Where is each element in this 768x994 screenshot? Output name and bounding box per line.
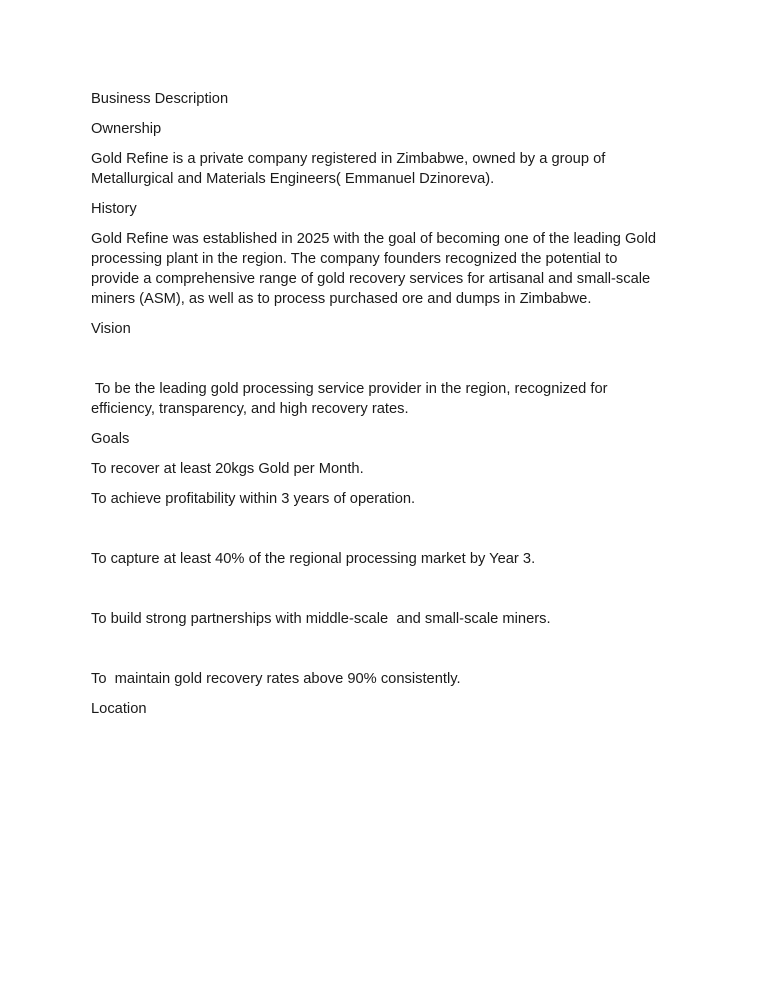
empty-paragraph	[91, 349, 711, 369]
ownership-heading: Ownership	[91, 121, 162, 137]
ownership-paragraph	[91, 149, 711, 189]
text-line: miners (ASM), as well as to process purchased ore and dumps in Zimbabwe.	[91, 291, 592, 307]
text-line: To be the leading gold processing service provider in the region, recognized for	[91, 381, 608, 397]
goal-item: To recover at least 20kgs Gold per Month.	[91, 461, 364, 477]
text-line: provide a comprehensive range of gold recovery services for artisanal and small-scale	[91, 271, 651, 287]
goal-item: To capture at least 40% of the regional processing market by Year 3.	[91, 551, 536, 567]
empty-paragraph	[91, 519, 711, 539]
document-title: Business Description	[91, 91, 229, 107]
location-heading: Location	[91, 701, 147, 717]
goals-heading: Goals	[91, 431, 130, 447]
empty-paragraph	[91, 579, 711, 599]
history-heading: History	[91, 201, 137, 217]
vision-paragraph	[91, 379, 711, 419]
text-line: Gold Refine is a private company registered in Zimbabwe, owned by a group of	[91, 151, 606, 167]
text-line: efficiency, transparency, and high recovery rates.	[91, 401, 409, 417]
goal-item: To maintain gold recovery rates above 90% consistently.	[91, 671, 461, 687]
document-page	[91, 89, 711, 729]
goal-item: To build strong partnerships with middle-scale and small-scale miners.	[91, 611, 551, 627]
vision-heading: Vision	[91, 321, 131, 337]
text-line: Metallurgical and Materials Engineers( Emmanuel Dzinoreva).	[91, 171, 495, 187]
text-line: processing plant in the region. The company founders recognized the potential to	[91, 251, 618, 267]
empty-paragraph	[91, 639, 711, 659]
goal-item: To achieve profitability within 3 years of operation.	[91, 491, 416, 507]
text-line: Gold Refine was established in 2025 with the goal of becoming one of the leading Gold	[91, 231, 657, 247]
history-paragraph	[91, 229, 711, 309]
